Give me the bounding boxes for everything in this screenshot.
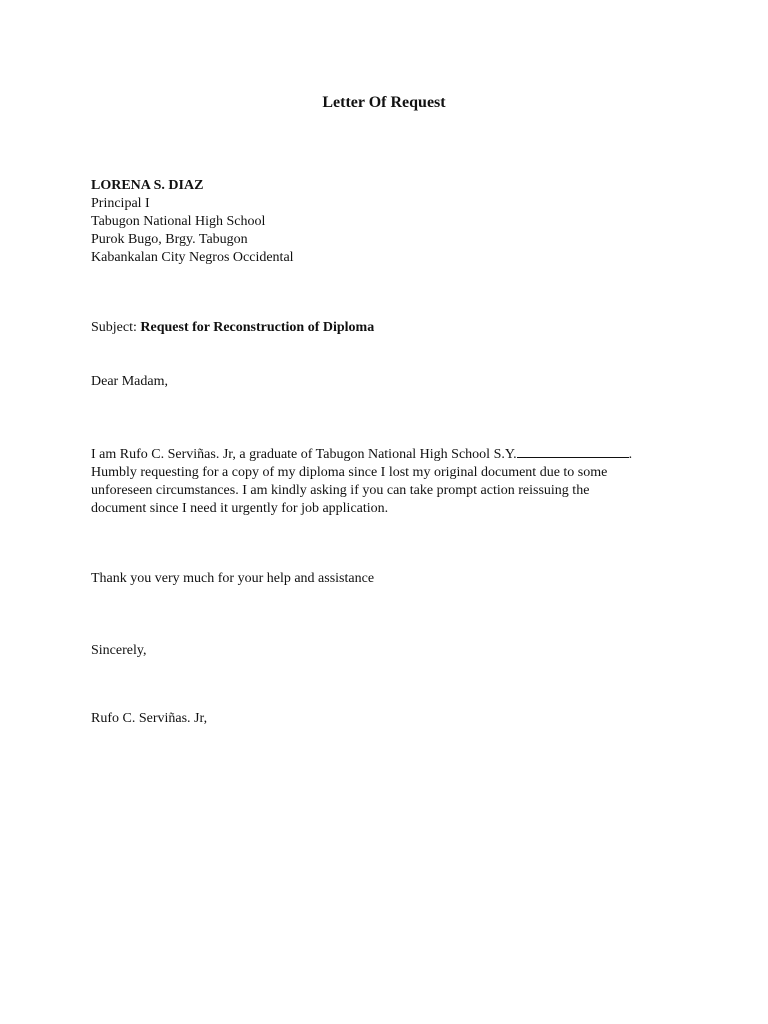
subject-line xyxy=(91,320,374,336)
body-line-1-end: . xyxy=(628,447,633,462)
body-paragraph xyxy=(91,445,681,518)
salutation: Dear Madam, xyxy=(91,374,168,389)
recipient-school: Tabugon National High School xyxy=(91,214,266,229)
school-year-blank xyxy=(517,445,629,458)
document-title: Letter Of Request xyxy=(322,94,446,111)
recipient-position: Principal I xyxy=(91,196,150,211)
body-line-3: unforeseen circumstances. I am kindly asking if you can take prompt action reissuing the xyxy=(91,483,590,498)
subject-text: Request for Reconstruction of Diploma xyxy=(140,320,375,335)
signature-name: Rufo C. Serviñas. Jr, xyxy=(91,711,208,726)
subject-label: Subject: xyxy=(91,320,137,335)
thanks-line: Thank you very much for your help and assistance xyxy=(91,571,375,586)
recipient-block xyxy=(91,177,294,267)
body-line-2: Humbly requesting for a copy of my diploma since I lost my original document due to some xyxy=(91,465,608,480)
body-line-1-text: I am Rufo C. Serviñas. Jr, a graduate of Tabugon National High School S.Y. xyxy=(91,447,517,462)
body-line-4: document since I need it urgently for job application. xyxy=(91,501,389,516)
closing-line: Sincerely, xyxy=(91,643,147,658)
recipient-name: LORENA S. DIAZ xyxy=(91,178,204,193)
recipient-address-line2: Kabankalan City Negros Occidental xyxy=(91,250,294,265)
body-line-1 xyxy=(91,445,681,464)
recipient-address-line1: Purok Bugo, Brgy. Tabugon xyxy=(91,232,248,247)
